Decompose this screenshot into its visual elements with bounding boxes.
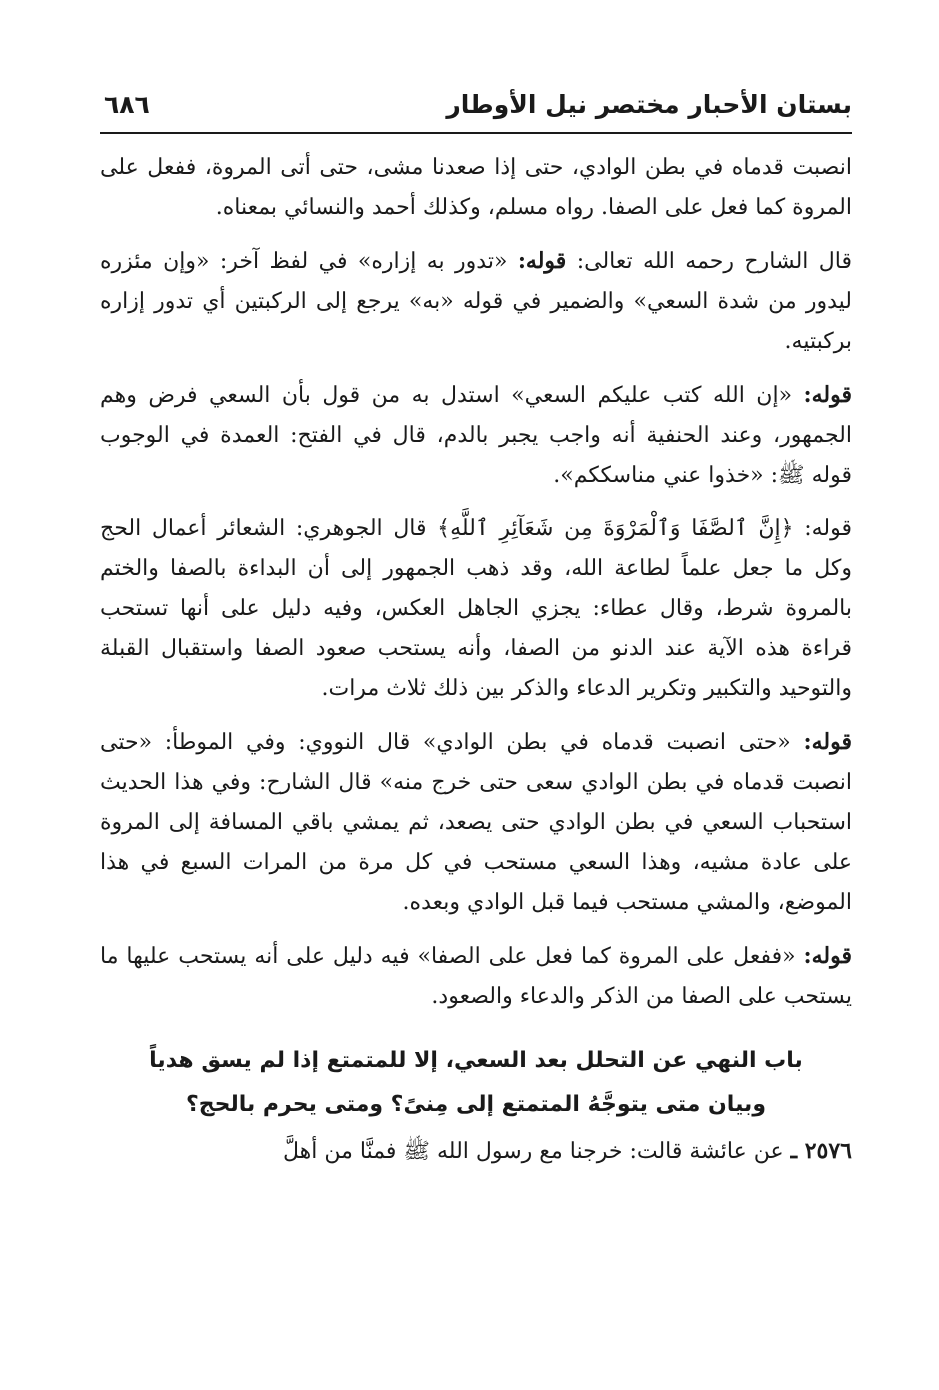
paragraph-text: انصبت قدماه في بطن الوادي، حتى إذا صعدنا مشى، حتى أتى المروة، ففعل على المروة كما فعل على الصفا. رواه مسلم، وكذلك أحمد والنسائي بمعناه.	[100, 155, 852, 220]
paragraph	[100, 241, 852, 362]
paragraph-text: «ففعل على المروة كما فعل على الصفا» فيه دليل على أنه يستحب عليها ما يستحب على الصفا من الذكر والدعاء والصعود.	[100, 944, 852, 1009]
page-header	[100, 88, 852, 134]
paragraph-keyword: قوله:	[517, 248, 567, 274]
paragraph-text: «حتى انصبت قدماه في بطن الوادي» قال النووي: وفي الموطأ: «حتى انصبت قدماه في بطن الوادي سعى حتى خرج منه» قال الشارح: وفي هذا الحديث استحباب السعي في بطن الوادي حتى يصعد، ثم يمشي باقي المسافة إلى المروة على عادة مشيه، وهذا السعي مستحب في كل مرة من المرات السبع في هذا الموضع، والمشي مستحب فيما قبل الوادي وبعده.	[100, 730, 852, 915]
chapter-heading-line: وبيان متى يتوجَّهُ المتمتع إلى مِنىً؟ ومتى يحرم بالحج؟	[185, 1092, 766, 1117]
book-title: بستان الأحبار مختصر نيل الأوطار	[446, 90, 852, 119]
paragraph	[100, 722, 852, 923]
paragraph-text: «إن الله كتب عليكم السعي» استدل به من قول بأن السعي فرض وهم الجمهور، وعند الحنفية أنه واجب يجبر بالدم، قال في الفتح: العمدة في الوجوب قوله ﷺ: «خذوا عني مناسككم».	[100, 383, 852, 488]
paragraph-keyword: قوله:	[803, 943, 852, 969]
paragraph-lead: قال الشارح رحمه الله تعالى:	[566, 249, 852, 274]
hadith-text: عن عائشة قالت: خرجنا مع رسول الله ﷺ فمنَّا من أهلَّ	[282, 1139, 791, 1164]
page-number: ٦٨٦	[104, 90, 150, 119]
paragraph-text: «تدور به إزاره» في لفظ آخر: «وإن مئزره ليدور من شدة السعي» والضمير في قوله «به» يرجع إلى الركبتين أي تدور إزاره بركبتيه.	[100, 249, 852, 354]
hadith-entry	[100, 1131, 852, 1172]
chapter-heading-line: باب النهي عن التحلل بعد السعي، إلا للمتمتع إذا لم يسق هدياً	[149, 1048, 803, 1073]
paragraph	[100, 148, 852, 228]
paragraph	[100, 936, 852, 1017]
chapter-heading	[100, 1039, 852, 1127]
paragraph	[100, 509, 852, 709]
document-page	[100, 0, 852, 1390]
paragraph-text: قوله: ﴿إِنَّ ٱلصَّفَا وَٱلْمَرْوَةَ مِن شَعَآئِرِ ٱللَّهِ﴾ قال الجوهري: الشعائر أعمال الحج وكل ما جعل علماً لطاعة الله، وقد ذهب الجمهور إلى أن البداءة بالصفا والختم بالمروة شرط، وقال عطاء: يجزي الجاهل العكس، وفيه دليل على أنها تستحب قراءة هذه الآية عند الدنو من الصفا، وأنه يستحب صعود الصفا واستقبال القبلة والتوحيد والتكبير وتكرير الدعاء والذكر بين ذلك ثلاث مرات.	[100, 516, 852, 701]
paragraph-keyword: قوله:	[803, 382, 852, 408]
hadith-number: ٢٥٧٦ ـ	[790, 1138, 852, 1164]
paragraph-keyword: قوله:	[803, 729, 852, 755]
page-body	[100, 148, 852, 1172]
paragraph	[100, 375, 852, 496]
